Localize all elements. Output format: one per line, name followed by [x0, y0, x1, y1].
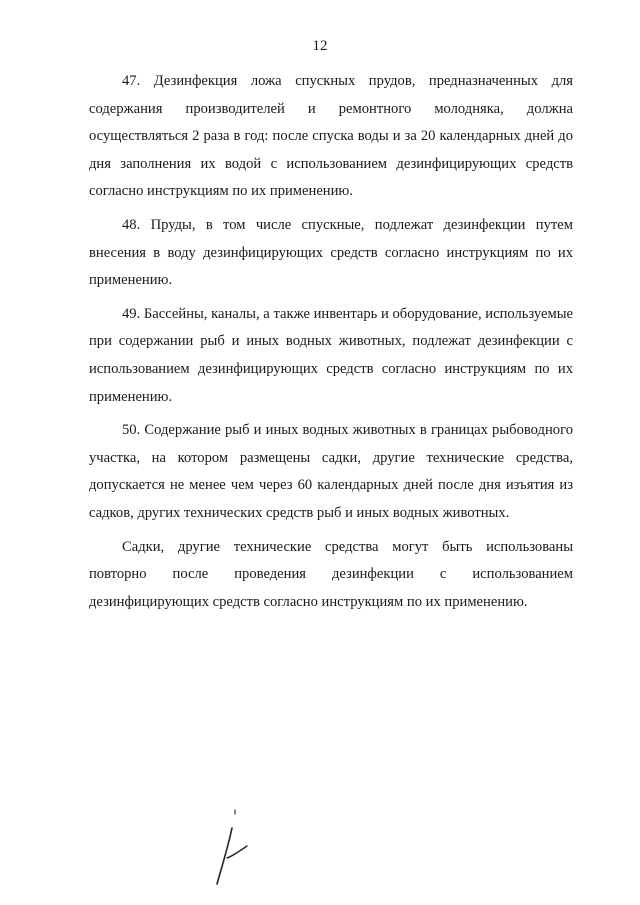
- paragraph-47: 47. Дезинфекция ложа спускных прудов, предназначенных для содержания производителей и ремонтного молодняка, должна осуществляться 2 раза в год: после спуска воды и за 20 календарных дней до дня заполнения их водой с использованием дезинфицирующих средств согласно инструкциям по их применению.: [89, 73, 573, 200]
- paragraph-50: 50. Содержание рыб и иных водных животных в границах рыбоводного участка, на котором размещены садки, другие технические средства, допускается не менее чем через 60 календарных дней после дня изъятия из садков, других технических средств рыб и иных водных животных.: [89, 422, 573, 521]
- paragraph-49: 49. Бассейны, каналы, а также инвентарь и оборудование, используемые при содержании рыб и иных водных животных, подлежат дезинфекции с использованием дезинфицирующих средств согласно инструкциям по их применению.: [89, 305, 573, 405]
- paragraph-48: 48. Пруды, в том числе спускные, подлежат дезинфекции путем внесения в воду дезинфицирующих средств согласно инструкциям по их применению.: [89, 216, 573, 289]
- handwritten-signature: [205, 808, 265, 888]
- page-number: 12: [312, 38, 328, 54]
- paragraph-cages-reuse: Садки, другие технические средства могут быть использованы повторно после проведения дезинфекции с использованием дезинфицирующих средств согласно инструкциям по их применению.: [89, 538, 573, 610]
- document-body: [89, 68, 573, 622]
